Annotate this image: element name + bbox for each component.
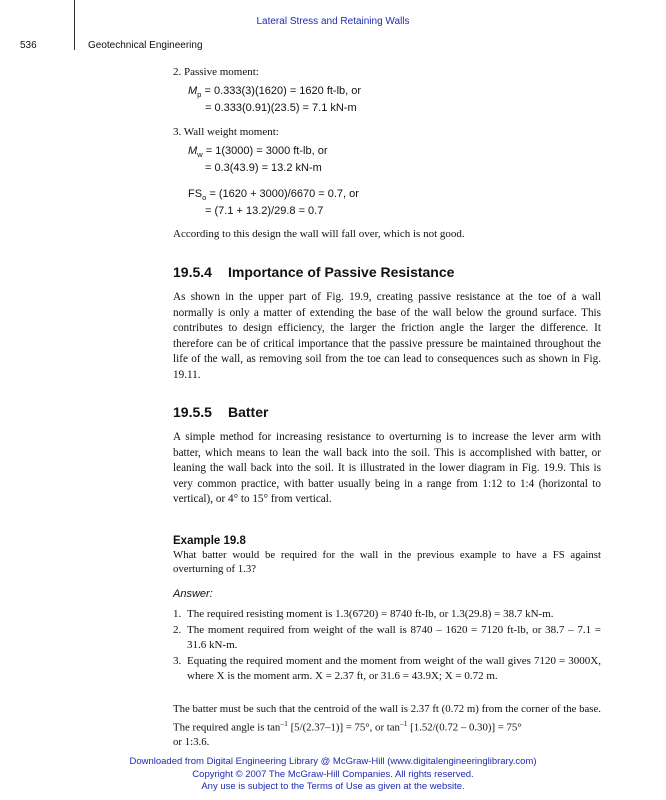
fs-equation-line2: = (7.1 + 13.2)/29.8 = 0.7 xyxy=(205,205,324,217)
mp-line1-rhs: = 0.333(3)(1620) = 1620 ft-lb, or xyxy=(201,85,362,97)
mw-equation-line2: = 0.3(43.9) = 13.2 kN-m xyxy=(205,162,322,174)
mw-line1-rhs: = 1(3000) = 3000 ft-lb, or xyxy=(202,145,328,157)
header-divider xyxy=(74,0,75,50)
section-heading-19-5-4 xyxy=(173,264,454,280)
footer-line-3: Any use is subject to the Terms of Use as given at the website. xyxy=(201,781,465,792)
answer-label: Answer: xyxy=(173,588,213,600)
section-19-5-4-body: As shown in the upper part of Fig. 19.9, creating passive resistance at the toe of a wall normally is only a matter of extending the base of the wall below the ground surface. This contributes to design efficiency, the larger the friction angle the larger the difference. It therefore can be of critical importance that the passive pressure be maintained throughout the life of the wall, as removing soil from the toe can lead to consequences such as shown in Fig. 19.11. xyxy=(173,291,601,381)
final-text-3: [1.52/(0.72 – 0.30)] = 75° xyxy=(407,721,522,734)
section-number: 19.5.5 xyxy=(173,404,212,420)
example-question: What batter would be required for the wall in the previous example to have a FS against overturning of 1.3? xyxy=(173,549,601,575)
footer-download-notice xyxy=(0,756,666,794)
passive-moment-label: 2. Passive moment: xyxy=(173,66,259,78)
step-text: The required resisting moment is 1.3(6720) = 8740 ft-lb, or 1.3(29.8) = 38.7 kN-m. xyxy=(187,608,554,620)
mw-symbol: M xyxy=(188,145,198,157)
list-item xyxy=(173,623,601,653)
answer-steps xyxy=(173,607,601,685)
final-text-2: [5/(2.37–1)] = 75°, or tan xyxy=(287,721,400,734)
design-conclusion: According to this design the wall will fall over, which is not good. xyxy=(173,228,465,240)
final-text-1: The batter must be such that the centroid of the wall is 2.37 ft (0.72 m) from the corner of the base. The required angle is tan xyxy=(173,703,601,734)
final-sup-2: –1 xyxy=(399,718,408,728)
fs-subscript: o xyxy=(202,193,207,203)
final-sup-1: –1 xyxy=(280,718,288,728)
fs-symbol: FS xyxy=(188,188,203,200)
footer-line-1[interactable]: Downloaded from Digital Engineering Library @ McGraw-Hill (www.digitalengineeringlibrary.com) xyxy=(129,756,537,767)
fs-line1-rhs: = (1620 + 3000)/6670 = 0.7, or xyxy=(206,188,359,200)
step-number: 2. xyxy=(173,624,182,636)
batter-final-statement xyxy=(173,702,601,749)
section-19-5-5-body: A simple method for increasing resistance to overturning is to increase the lever arm with batter, which means to lean the wall back into the soil. This is accomplished with batter, or leaning the wall back into the soil. It is illustrated in the lower diagram in Fig. 19.9. This is very common practice, with batter usually being in a range from 1:12 to 1:4 (horizontal to vertical), or 4° to 15° from vertical. xyxy=(173,431,601,506)
running-header-title: Lateral Stress and Retaining Walls xyxy=(256,16,410,27)
section-number: 19.5.4 xyxy=(173,264,212,280)
section-heading-19-5-5 xyxy=(173,404,268,420)
wall-weight-moment-label: 3. Wall weight moment: xyxy=(173,126,279,138)
step-number: 1. xyxy=(173,608,182,620)
step-text: The moment required from weight of the wall is 8740 – 1620 = 7120 ft-lb, or 38.7 – 7.1 = 31.6 kN-m. xyxy=(187,624,601,651)
final-text-4: or 1:3.6. xyxy=(173,735,210,748)
step-text: Equating the required moment and the moment from weight of the wall gives 7120 = 3000X, where X is the moment arm. X = 2.37 ft, or 31.6 = 43.9X; X = 0.72 m. xyxy=(187,655,601,682)
book-title: Geotechnical Engineering xyxy=(88,40,203,51)
example-heading: Example 19.8 xyxy=(173,535,246,547)
mw-subscript: w xyxy=(197,150,203,160)
mp-equation-line2: = 0.333(0.91)(23.5) = 7.1 kN-m xyxy=(205,102,357,114)
list-item xyxy=(173,654,601,684)
footer-line-2: Copyright © 2007 The McGraw-Hill Companies. All rights reserved. xyxy=(192,768,474,780)
section-title: Batter xyxy=(228,404,269,420)
mp-subscript: p xyxy=(197,90,202,100)
mp-symbol: M xyxy=(188,85,198,97)
section-title: Importance of Passive Resistance xyxy=(228,264,455,280)
list-item xyxy=(173,607,601,622)
page-number: 536 xyxy=(20,40,37,51)
step-number: 3. xyxy=(173,655,182,667)
